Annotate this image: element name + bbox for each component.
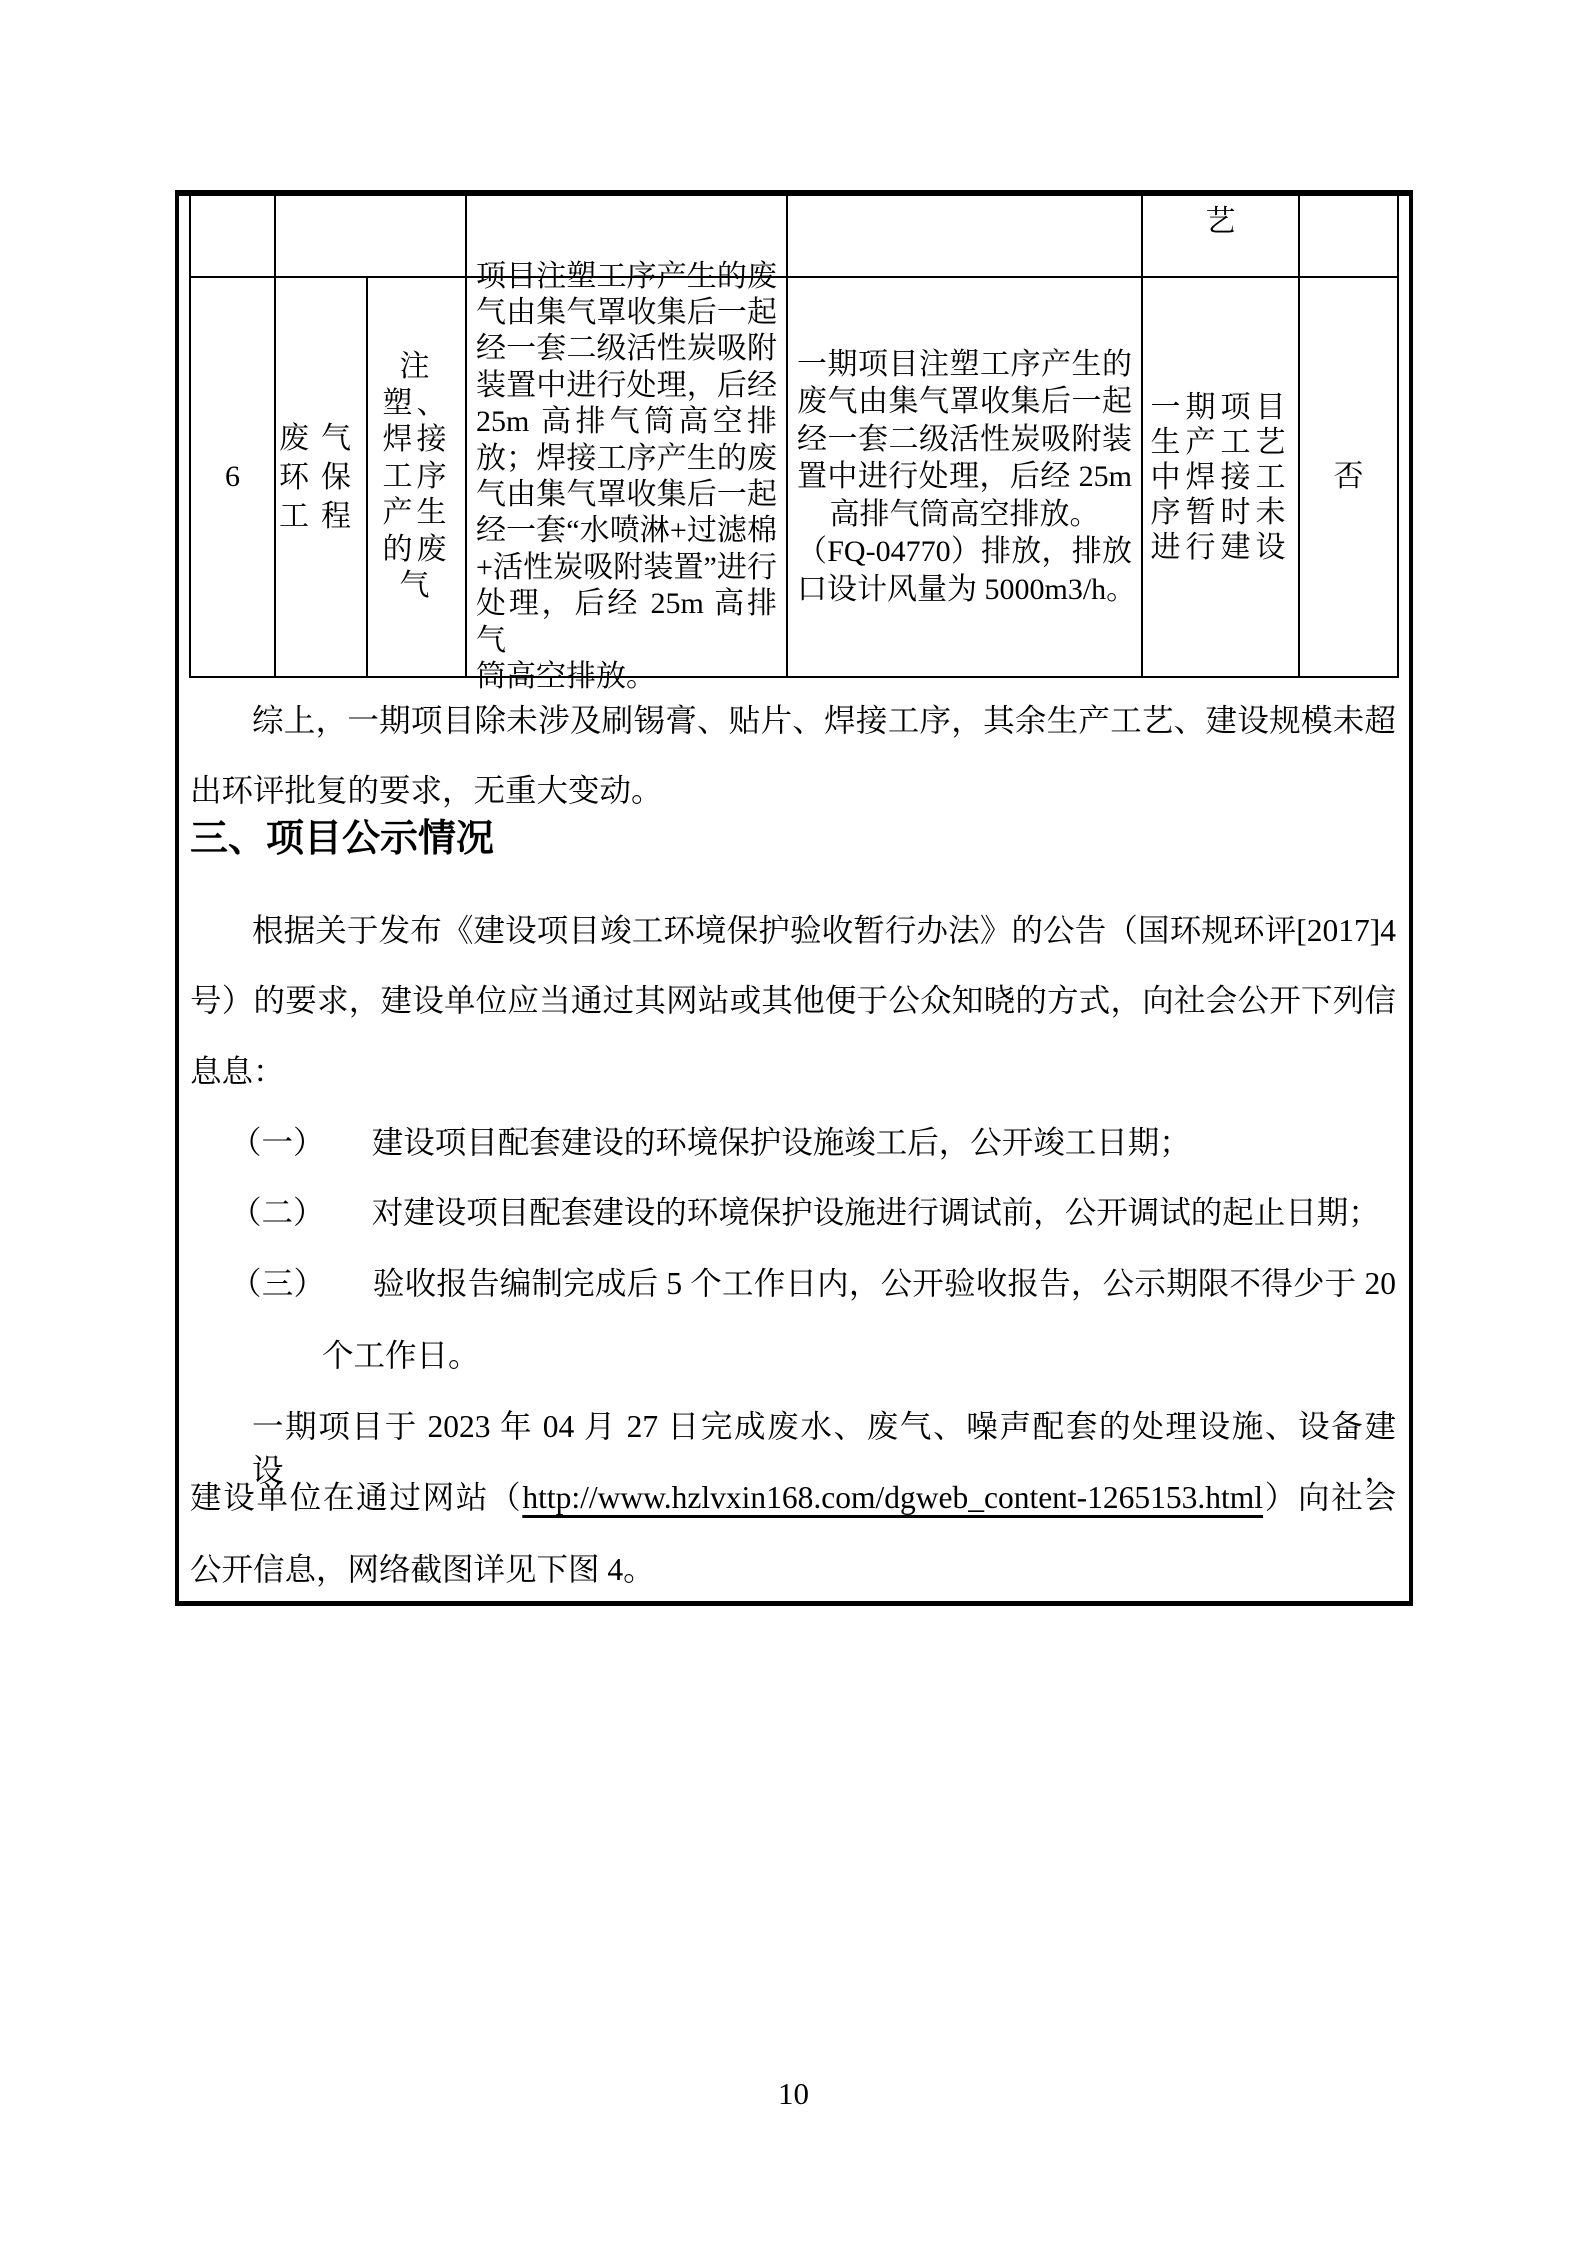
list-item-2: （二） 对建设项目配套建设的环境保护设施进行调试前，公开调试的起止日期； xyxy=(230,1195,1380,1230)
cell-major-change xyxy=(1300,278,1399,678)
cell-line: （FQ-04770）排放，排放 xyxy=(797,535,1132,569)
summary-line-2: 出环评批复的要求，无重大变动。 xyxy=(190,773,663,808)
cell-project xyxy=(276,278,368,678)
url-link[interactable]: http://www.hzlvxin168.com/dgweb_content-1265153.html xyxy=(522,1480,1264,1515)
section-heading: 三、项目公示情况 xyxy=(190,818,495,860)
list-item-1: （一） 建设项目配套建设的环境保护设施竣工后，公开竣工日期； xyxy=(230,1125,1191,1160)
cell-line: 经一套二级活性炭吸附 xyxy=(476,332,777,366)
cell-line: 经一套“水喷淋+过滤棉 xyxy=(476,514,777,548)
cell-line: 经一套二级活性炭吸附装 xyxy=(797,422,1132,456)
list-item-3-line-2: 个工作日。 xyxy=(322,1338,480,1373)
cell-line: 气由集气罩收集后一起 xyxy=(476,295,777,329)
carryover-cell-index xyxy=(189,196,276,278)
para2-line-3: 公开信息，网络截图详见下图 4。 xyxy=(190,1552,655,1587)
cell-line: +活性炭吸附装置”进行 xyxy=(476,550,777,584)
cell-line: 的废 xyxy=(382,532,451,566)
para1-line-2: 号）的要求，建设单位应当通过其网站或其他便于公众知晓的方式，向社会公开下列信 xyxy=(190,983,1396,1018)
cell-line: 工程 xyxy=(279,499,363,533)
cell-line: 环保 xyxy=(279,460,363,494)
cell-actual-situation xyxy=(788,278,1143,678)
cell-line: 废气 xyxy=(279,421,363,455)
para2-line-2 xyxy=(190,1476,1396,1520)
page-number: 10 xyxy=(778,2076,809,2111)
carryover-cell-major-change xyxy=(1300,196,1399,278)
carryover-cell-status xyxy=(1143,196,1300,278)
cell-line: 气由集气罩收集后一起 xyxy=(476,478,777,511)
cell-line: 工序 xyxy=(382,459,451,493)
cell-line: 气 xyxy=(399,569,434,603)
cell-line: 进行建设 xyxy=(1150,530,1291,564)
para1-line-1: 根据关于发布《建设项目竣工环境保护验收暂行办法》的公告（国环规环评[2017]4 xyxy=(252,913,1396,948)
para1-line-3: 息息： xyxy=(190,1054,285,1089)
cell-line: 置中进行处理，后经 25m xyxy=(797,460,1132,494)
cell-line: 艺 xyxy=(1205,205,1236,238)
cell-line: 中焊接工 xyxy=(1150,460,1291,494)
carryover-cell-project-source xyxy=(276,196,467,278)
cell-line: 一期项目 xyxy=(1150,390,1291,424)
cell-line: 25m 高排气筒高空排 xyxy=(476,405,777,439)
cell-line: 焊接 xyxy=(382,423,451,457)
para2-line-2-suffix: ）向社会 xyxy=(1263,1480,1396,1515)
cell-line: 筒高空排放。 xyxy=(476,660,656,694)
cell-line: 一期项目注塑工序产生的 xyxy=(797,347,1132,381)
major-change-value: 否 xyxy=(1333,459,1364,493)
cell-line: 废气由集气罩收集后一起 xyxy=(797,385,1132,419)
para2-line-2-prefix: 建设单位在通过网站（ xyxy=(190,1480,523,1515)
cell-line: 口设计风量为 5000m3/h。 xyxy=(797,572,1137,606)
cell-line: 高排气筒高空排放。 xyxy=(829,497,1100,531)
cell-line: 处理，后经 25m 高排气 xyxy=(476,587,777,657)
carryover-cell-actual-situation xyxy=(788,196,1143,278)
changes-table xyxy=(189,196,1399,694)
cell-status xyxy=(1143,278,1300,678)
summary-line-1: 综上，一期项目除未涉及刷锡膏、贴片、焊接工序，其余生产工艺、建设规模未超 xyxy=(252,703,1396,738)
cell-source xyxy=(368,278,467,678)
cell-index xyxy=(189,278,276,678)
cell-eia-requirement xyxy=(467,259,788,694)
cell-line: 产生 xyxy=(382,496,451,530)
cell-line: 生产工艺 xyxy=(1150,425,1291,459)
row-index: 6 xyxy=(225,459,240,493)
cell-line: 装置中进行处理，后经 xyxy=(476,368,777,402)
list-item-3-line-1: （三） 验收报告编制完成后 5 个工作日内，公开验收报告，公示期限不得少于 20 xyxy=(230,1266,1396,1301)
para2-line-1: 一期项目于 2023 年 04 月 27 日完成废水、废气、噪声配套的处理设施、设备建设， xyxy=(252,1409,1396,1488)
cell-line: 序暂时未 xyxy=(1150,495,1291,529)
cell-line: 项目注塑工序产生的废 xyxy=(476,259,777,293)
cell-line: 放；焊接工序产生的废 xyxy=(476,441,777,475)
cell-line: 注塑、 xyxy=(382,350,451,420)
